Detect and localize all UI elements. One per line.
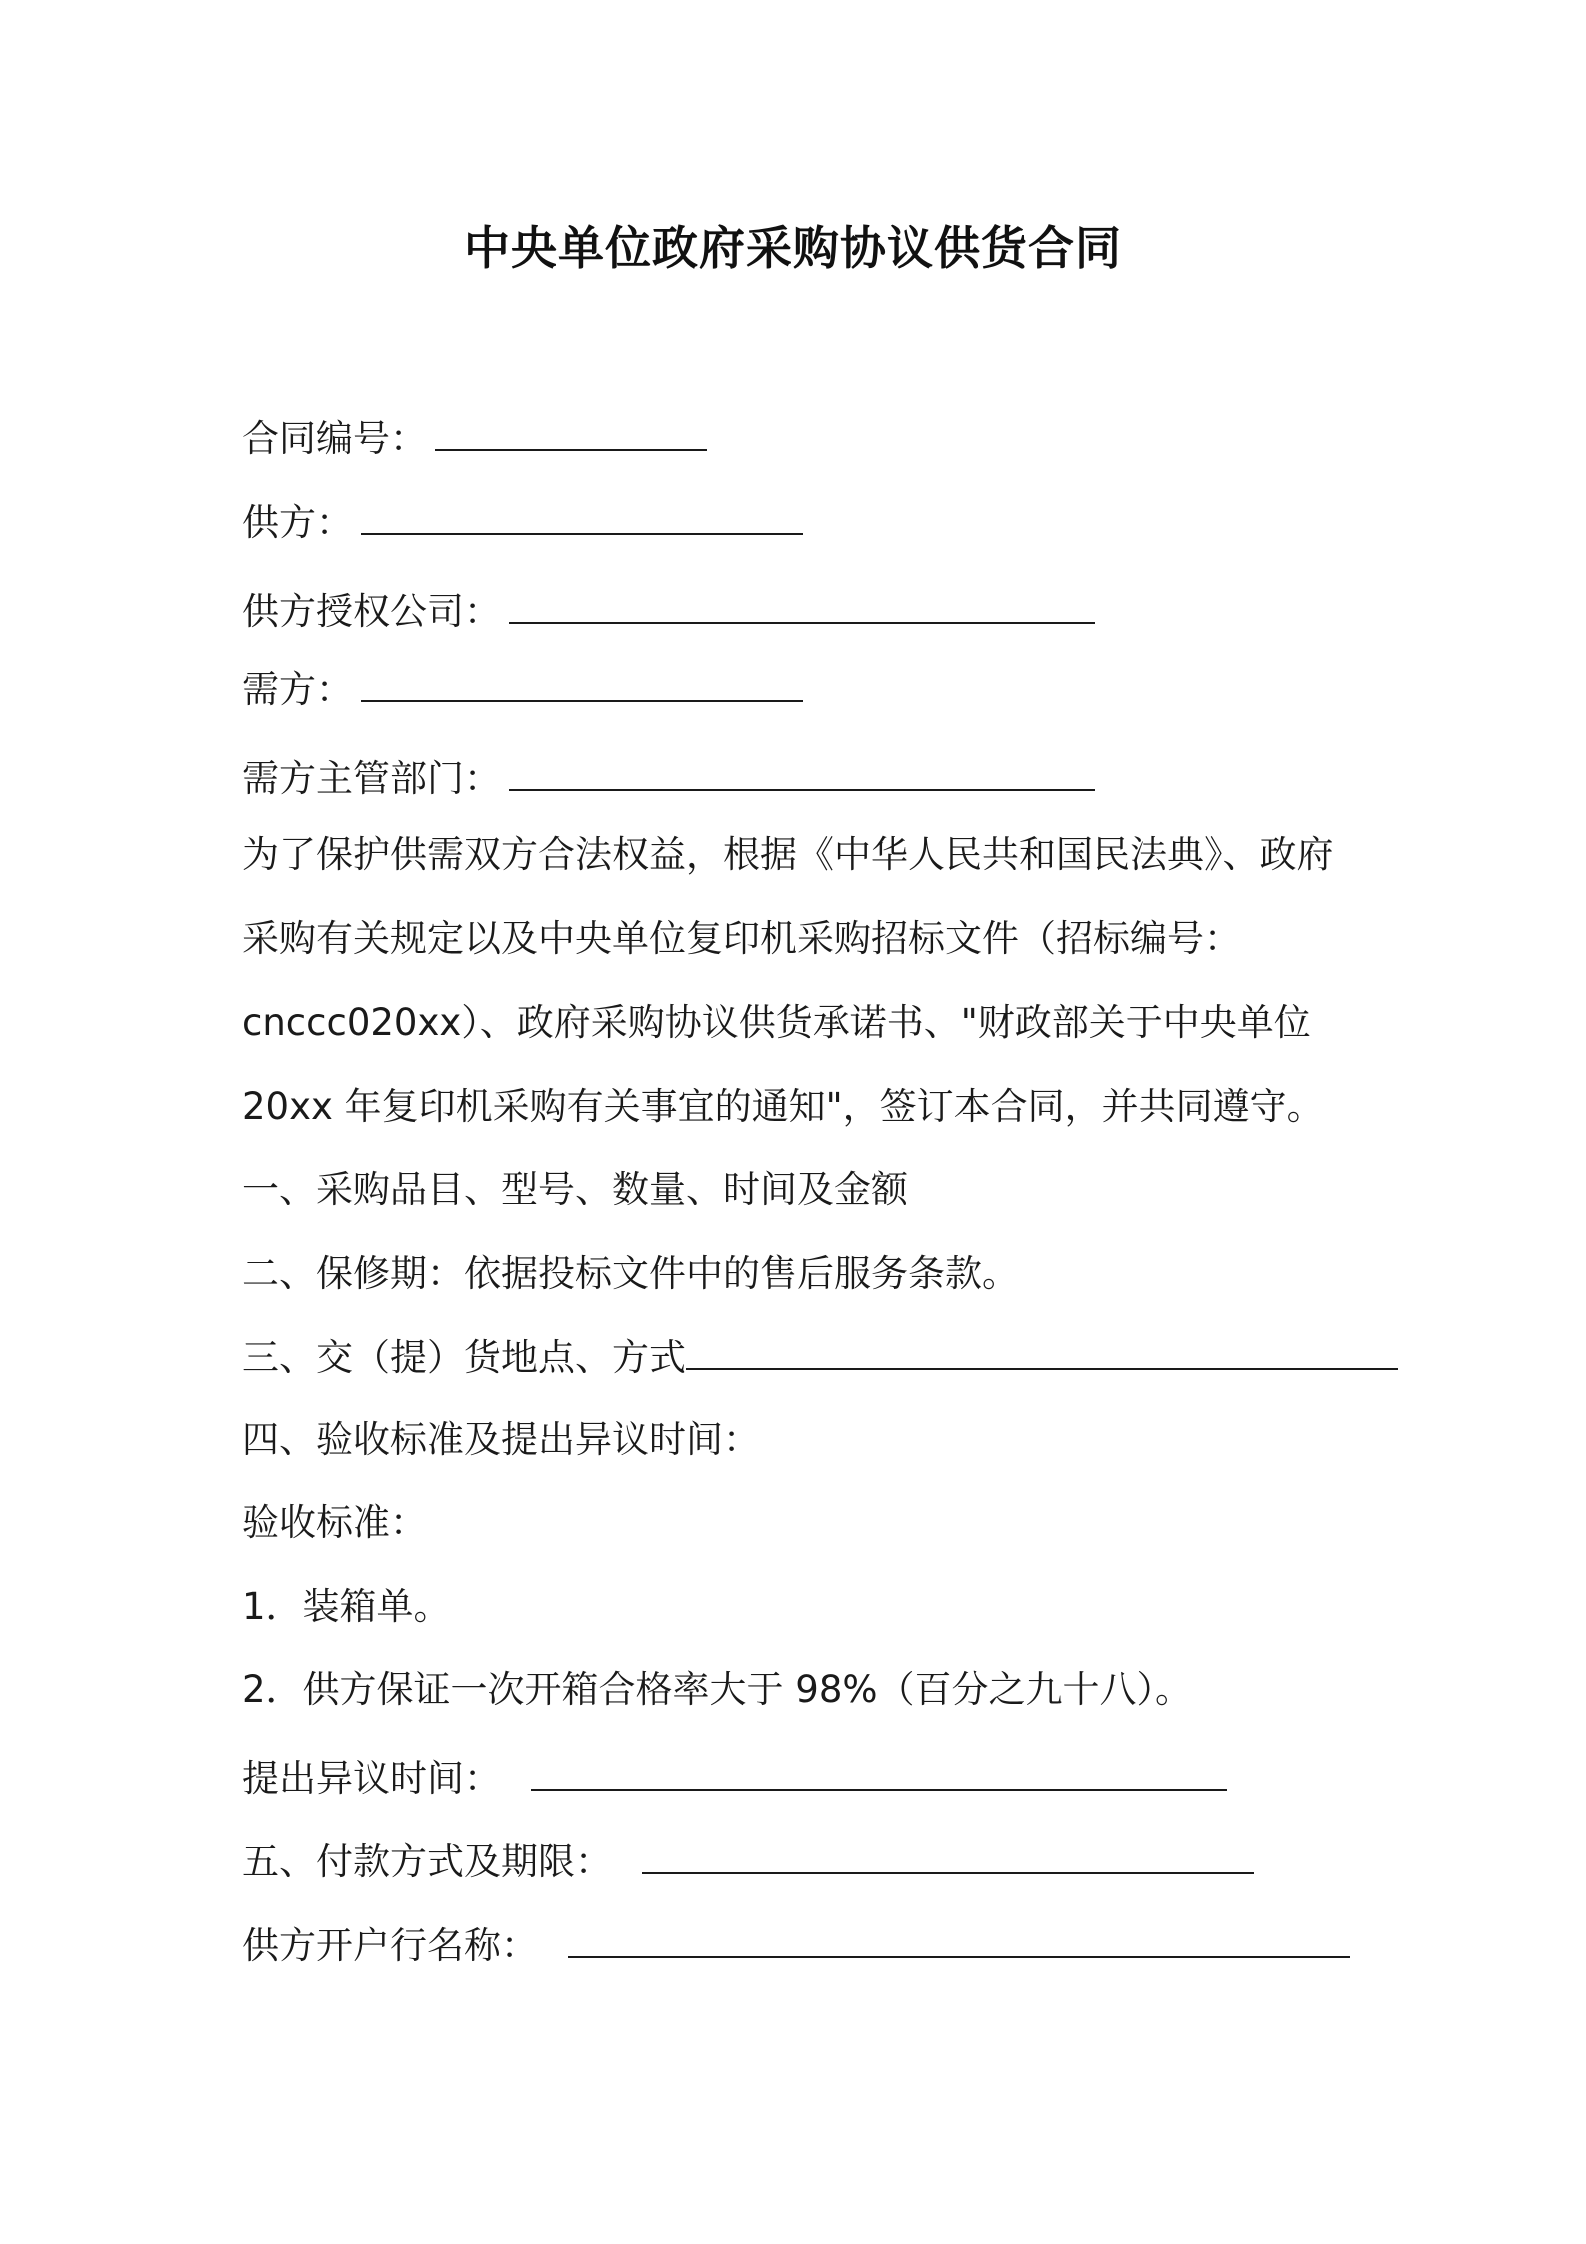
section-4-heading: 四、验收标准及提出异议时间： [242,1418,760,1461]
document-title: 中央单位政府采购协议供货合同 [464,221,1122,275]
objection-time-label: 提出异议时间： [242,1757,501,1800]
supplier-authorized-company-label: 供方授权公司： [242,590,501,633]
bank-name-line [242,1920,1350,1971]
bank-name-label: 供方开户行名称： [242,1924,538,1967]
supplier-authorized-company-line [242,586,1095,637]
contract-number-blank[interactable] [435,413,707,451]
objection-time-blank[interactable] [531,1753,1227,1791]
section-5-heading: 五、付款方式及期限： [242,1840,612,1883]
intro-line-2: 采购有关规定以及中央单位复印机采购招标文件（招标编号： [242,917,1241,960]
supplier-line [242,497,803,548]
intro-line-3: cnccc020xx）、政府采购协议供货承诺书、"财政部关于中央单位 [242,1001,1311,1044]
bank-name-blank[interactable] [568,1920,1350,1958]
delivery-method-blank[interactable] [686,1332,1398,1370]
section-5-line [242,1836,1254,1887]
section-2-heading: 二、保修期：依据投标文件中的售后服务条款。 [242,1252,1019,1295]
acceptance-standard-label: 验收标准： [242,1501,427,1544]
section-3-line [242,1332,1398,1383]
buyer-line [242,664,803,715]
acceptance-item-2: 2．供方保证一次开箱合格率大于 98%（百分之九十八）。 [242,1668,1193,1711]
section-1-heading: 一、采购品目、型号、数量、时间及金额 [242,1168,908,1211]
section-3-heading: 三、交（提）货地点、方式 [242,1336,686,1379]
contract-number-label: 合同编号： [242,417,427,460]
supplier-label: 供方： [242,501,353,544]
buyer-blank[interactable] [361,664,803,702]
buyer-department-line [242,753,1095,804]
contract-number-line [242,413,707,464]
payment-terms-blank[interactable] [642,1836,1254,1874]
buyer-label: 需方： [242,668,353,711]
intro-line-4: 20xx 年复印机采购有关事宜的通知"，签订本合同，并共同遵守。 [242,1085,1324,1128]
supplier-authorized-company-blank[interactable] [509,586,1095,624]
supplier-blank[interactable] [361,497,803,535]
acceptance-item-1: 1．装箱单。 [242,1585,451,1628]
objection-time-line [242,1753,1227,1804]
intro-line-1: 为了保护供需双方合法权益，根据《中华人民共和国民法典》、政府 [242,833,1334,876]
buyer-department-blank[interactable] [509,753,1095,791]
buyer-department-label: 需方主管部门： [242,757,501,800]
